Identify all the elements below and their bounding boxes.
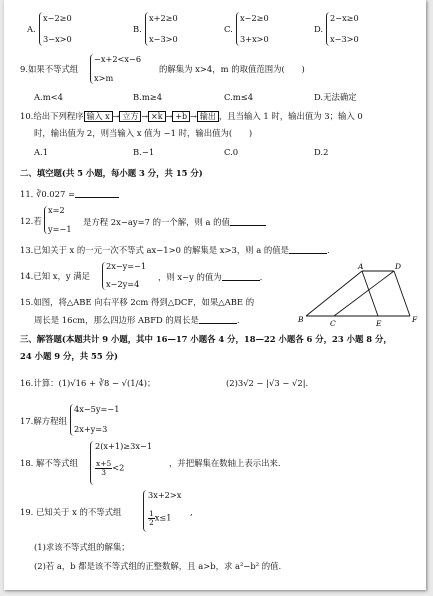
q10-suffix: ，且当输入 1 时，输出值为 3；输入 0 (218, 111, 363, 121)
q14-line1: 2x−y=−1 (106, 261, 147, 271)
option-d-label: D. (314, 24, 324, 34)
q17-prefix: 17.解方程组 (20, 416, 67, 426)
answer-blank (230, 216, 266, 226)
q19-sub2: (2)若 a，b 都是该不等式组的正整数解，且 a>b，求 a²−b² 的值. (34, 561, 282, 571)
q9-line2: x>m (94, 73, 114, 83)
q19-brace (143, 490, 147, 532)
q15-line1: 15.如图，将△ABE 向右平移 2cm 得到△DCF，如果△ABE 的 (20, 297, 255, 307)
arrow-icon: → (112, 112, 120, 121)
program-box-add: +b (172, 111, 190, 122)
q15-line2-text: 周长是 16cm，那么四边形 ABFD 的周长是 (34, 315, 199, 325)
option-d-line1: 2−x≥0 (330, 13, 359, 23)
q10-option-b: B.−1 (133, 147, 155, 157)
q9-suffix: 的解集为 x>4，m 的取值范围为( ) (159, 64, 305, 74)
q18-fraction (95, 460, 112, 477)
q9-option-b: B.m≥4 (133, 92, 163, 102)
program-box-multiply: ×k (148, 111, 166, 122)
q18-frac-num: x+5 (96, 459, 112, 468)
segment-df (394, 271, 410, 316)
q17-line2: 2x+y=3 (74, 424, 108, 434)
option-d-line2: x−3>0 (330, 34, 359, 44)
q17-line1: 4x−5y=−1 (74, 404, 120, 414)
point-e-label: E (376, 319, 382, 328)
q12-suffix: 是方程 2x−ay=7 的一个解，则 a 的值 (83, 217, 230, 227)
q13: 13.已知关于 x 的一元一次不等式 ax−1>0 的解集是 x>3，则 a 的值是 . (20, 245, 330, 255)
q10-option-c: C.0 (224, 147, 239, 157)
q19-line2 (148, 510, 171, 527)
point-c-label: C (330, 319, 336, 328)
option-b-line1: x+2≥0 (149, 13, 178, 23)
program-box-input: 输入 x (84, 111, 113, 122)
q19-frac-den: 2 (149, 518, 154, 527)
point-b-label: B (298, 315, 304, 324)
q19-sub1: (1)求该不等式组的解集； (34, 542, 130, 552)
q12-line2: y=−1 (48, 224, 72, 234)
answer-blank (222, 271, 260, 281)
option-a-line2: 3−x>0 (43, 34, 72, 44)
q9-option-c: C.m≤4 (224, 92, 254, 102)
q15-line2: 周长是 16cm，那么四边形 ABFD 的周长是 . (34, 315, 240, 325)
q18-line2 (95, 460, 124, 477)
q19-prefix: 19. 已知关于 x 的不等式组 (20, 507, 122, 517)
q19-fraction (148, 510, 155, 527)
q18-line1: 2(x+1)≥3x−1 (95, 441, 153, 451)
q16-part2: (2)3√2 − |√3 − √2|. (226, 378, 309, 388)
q10-prefix: 10.给出下列程序 (20, 111, 84, 121)
q16-part1: 16.计算：(1)√16 + ∛8 − √(1/4)； (20, 378, 156, 388)
q11-text: 11. ∛0.027 = (20, 189, 75, 199)
section-3-heading-line2: 24 小题 9 分，共 55 分) (20, 351, 118, 361)
option-a-label: A. (27, 24, 36, 34)
q13-text: 13.已知关于 x 的一元一次不等式 ax−1>0 的解集是 x>3，则 a 的值是 (20, 245, 290, 255)
point-a-label: A (358, 262, 364, 271)
q12-line1: x=2 (48, 205, 65, 215)
q9-option-d: D.无法确定 (314, 92, 357, 102)
q9-option-a: A.m<4 (34, 92, 63, 102)
option-c-line2: 3+x>0 (240, 34, 269, 44)
q18-prefix: 18. 解不等式组 (20, 458, 78, 468)
arrow-icon: → (141, 112, 149, 121)
q18-frac-den: 3 (101, 468, 107, 477)
answer-blank (289, 244, 327, 254)
q19-frac-num: 1 (149, 509, 154, 518)
q12-prefix: 12.若 (20, 216, 42, 226)
q19-line1: 3x+2>x (148, 490, 182, 500)
q10-line2: 时，输出值为 2，则当输入 x 值为 −1 时，输出值为( ) (34, 128, 253, 138)
answer-blank (199, 314, 237, 324)
section-3-heading-line1: 三、解答题(本题共计 9 小题，其中 16—17 小题各 4 分，18—22 小题各 6 分，23 小题 8 分， (20, 334, 392, 344)
arrow-icon: → (165, 112, 173, 121)
option-c-label: C. (224, 24, 233, 34)
q10-option-a: A.1 (34, 147, 49, 157)
option-a-line1: x−2≥0 (43, 13, 72, 23)
q11 (20, 188, 119, 200)
q19-frac-tail: x≤1 (154, 512, 172, 523)
arrow-icon: → (190, 112, 197, 121)
program-box-output: 输出 (197, 111, 219, 122)
segment-ab (306, 271, 362, 316)
option-c-line1: x−2≥0 (240, 13, 269, 23)
option-b-line2: x−3>0 (149, 34, 178, 44)
q18-suffix: ，并把解集在数轴上表示出来. (169, 458, 281, 468)
q9-line1: −x+2<x−6 (94, 54, 142, 64)
q14-tail: ，则 x−y 的值为 . (158, 272, 263, 282)
q18-frac-tail: <2 (112, 462, 125, 473)
point-d-label: D (395, 262, 402, 271)
q12-tail (83, 216, 266, 228)
translation-figure (294, 260, 424, 330)
exam-page (4, 0, 426, 590)
option-b-label: B. (133, 24, 142, 34)
q19-comma: , (190, 507, 193, 517)
answer-blank (75, 188, 119, 198)
q18-brace (90, 441, 94, 485)
q10-option-d: D.2 (314, 147, 329, 157)
q9-prefix: 9.如果不等式组 (20, 64, 79, 74)
q14-line2: x−2y=4 (106, 279, 140, 289)
q14-suffix: ，则 x−y 的值为 (158, 272, 222, 282)
q14-prefix: 14.已知 x，y 满足 (20, 271, 90, 281)
section-2-heading: 二、填空题(共 5 小题，每小题 3 分，共 15 分) (20, 168, 203, 178)
q10-line1 (20, 111, 363, 122)
point-f-label: F (412, 315, 418, 324)
program-box-cube: 立方 (119, 111, 141, 122)
